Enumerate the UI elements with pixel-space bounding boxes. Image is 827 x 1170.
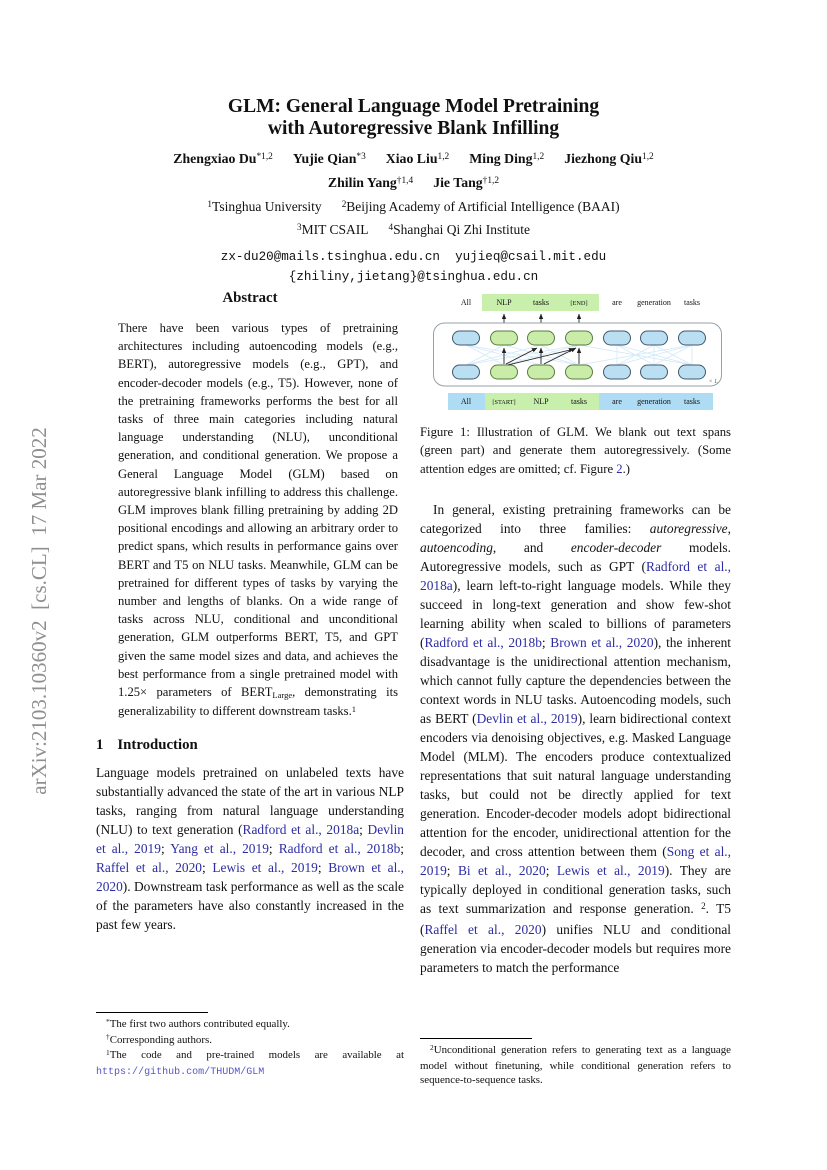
hidden-pill (641, 331, 668, 345)
text-segment: Shanghai Qi Zhi Institute (393, 222, 530, 237)
generation-arrows (504, 314, 579, 323)
text-segment: ; (446, 862, 458, 878)
hidden-pill (528, 365, 555, 379)
text-segment: Unconditional generation refers to generating text as a language model without finetuning, while conditional generation refers to sequence-to-sequence tasks. (420, 1044, 731, 1086)
text-segment: * (106, 1016, 110, 1026)
text-segment: MIT CSAIL (301, 222, 369, 237)
email-line-2: {zhiliny,jietang}@tsinghua.edu.cn (288, 269, 539, 284)
hidden-pill (528, 331, 555, 345)
token-label: NLP (496, 298, 512, 307)
citation-link[interactable]: Lewis et al., 2019 (212, 860, 318, 876)
left-column (96, 290, 404, 934)
citation-link[interactable]: Radford et al., 2018b (424, 634, 542, 650)
citation-link[interactable]: Radford et al., 2018a (420, 558, 731, 593)
citation-link[interactable]: Raffel et al., 2020 (424, 921, 542, 937)
hidden-pill (491, 365, 518, 379)
text-segment: ; (201, 860, 213, 876)
section-title: Introduction (117, 737, 198, 754)
text-segment: ), learn left-to-right language models. While they succeed in long-text generation and show few-shot learning ability when scaled to billions of parameters ( (420, 577, 731, 650)
text-segment: Large (272, 690, 293, 701)
citation-link[interactable]: Brown et al., 2020 (550, 634, 654, 650)
email-line-1: zx-du20@mails.tsinghua.edu.cn yujieq@csail.mit.edu (220, 250, 607, 264)
author-row-2 (60, 172, 767, 196)
text-segment: 3 (297, 222, 302, 233)
text-segment: *1,2 (256, 152, 273, 163)
hidden-pill (453, 365, 480, 379)
footnote-unconditional-generation (420, 1043, 731, 1088)
footnote-rule (96, 1012, 208, 1013)
citation-link[interactable]: Song et al., 2019 (420, 843, 731, 878)
token-label: NLP (533, 397, 549, 406)
token-label: tasks (684, 298, 700, 307)
text-segment: 1,2 (437, 152, 450, 163)
footnote-rule (420, 1038, 532, 1039)
citation-link[interactable]: Bi et al., 2020 (457, 862, 546, 878)
section-number: 1 (96, 737, 104, 754)
hidden-pill (641, 365, 668, 379)
text-segment: Tsinghua University (212, 199, 322, 214)
token-label: [START] (492, 399, 516, 406)
text-segment: *3 (356, 152, 366, 163)
text-segment: ; (359, 822, 368, 838)
text-segment: 1 (106, 1047, 110, 1057)
text-segment: ), learn bidirectional context encoders via denoising objectives, e.g. Masked Language Model (MLM). The encoders produce contextualized representations that suit natural language understanding tasks, but could not be directly applied for text generation. Encoder-decoder models adopt bidirectional attention for the encoder, unidirectional attention for the decoder, and cross attention between them ( (420, 710, 732, 859)
text-segment: 1 (351, 703, 357, 714)
hidden-pill (453, 331, 480, 345)
token-label: All (460, 397, 472, 406)
text-segment: Xiao Liu (385, 151, 438, 166)
text-segment: ; (160, 841, 171, 857)
output-token-row (461, 298, 700, 307)
text-segment: 2 (341, 199, 347, 210)
citation-link[interactable]: Radford et al., 2018a (242, 822, 360, 838)
text-segment: Ming Ding (469, 151, 533, 166)
text-segment: Zhengxiao Du (173, 151, 257, 166)
token-label: All (460, 298, 472, 307)
text-segment: 1 (207, 199, 213, 210)
text-segment: 1,2 (642, 152, 654, 163)
hidden-pill (566, 365, 593, 379)
text-segment: 2 (701, 901, 706, 912)
citation-link[interactable]: Yang et al., 2019 (170, 841, 269, 857)
token-label: [END] (570, 300, 588, 307)
citation-link[interactable]: Devlin et al., 2019 (96, 822, 404, 857)
citation-link[interactable]: 2 (616, 461, 623, 476)
input-token-row (461, 397, 700, 406)
text-segment: The code and pre-trained models are available at (109, 1049, 404, 1061)
text-segment: ) unifies NLU and conditional generation via encoder-decoder models but requires more parameters to match the performance (420, 921, 731, 975)
text-segment: , demonstrating its generalizability to different downstream tasks. (118, 685, 398, 719)
text-segment: In general, existing pretraining frameworks can be categorized into three families: (420, 501, 731, 536)
right-column (420, 292, 731, 977)
text-segment: Jie Tang (433, 175, 483, 190)
text-segment: Corresponding authors. (109, 1033, 212, 1046)
citation-link[interactable]: Devlin et al., 2019 (476, 710, 578, 726)
text-segment: 2 (430, 1042, 434, 1052)
hidden-pill (604, 331, 631, 345)
layers-label: × L (708, 378, 718, 385)
hidden-pill (604, 365, 631, 379)
hidden-pill (679, 365, 706, 379)
text-segment: , and (492, 539, 571, 555)
text-segment: ; (268, 841, 279, 857)
text-segment: ; (317, 860, 329, 876)
arxiv-watermark: arXiv:2103.10360v2 [cs.CL] 17 Mar 2022 (27, 427, 51, 795)
text-segment: models. Autoregressive models, such as GPT ( (420, 539, 731, 574)
citation-link[interactable]: Brown et al., 2020 (96, 860, 404, 895)
affiliation-row-1 (60, 196, 767, 219)
section-heading-introduction (96, 737, 404, 754)
text-segment: Beijing Academy of Artificial Intelligence (BAAI) (346, 199, 620, 214)
text-segment: The first two authors contributed equally. (109, 1018, 290, 1030)
text-segment: ), the inherent disadvantage is the unidirectional attention mechanism, which cannot fully capture the dependencies between the context words in NLU tasks. Autoencoding models, such as BERT ( (420, 634, 731, 726)
citation-link[interactable]: Raffel et al., 2020 (96, 860, 202, 876)
text-segment: autoencoding (420, 539, 493, 555)
text-segment: 1,2 (532, 152, 545, 163)
text-segment: Jiezhong Qiu (564, 151, 643, 166)
intro-paragraph (96, 763, 404, 934)
text-segment: Language models pretrained on unlabeled texts have substantially advanced the state of the art in various NLP tasks, ranging from natural language understanding (NLU) to text generation ( (96, 765, 404, 838)
footnote-code-link (96, 1048, 404, 1080)
affiliation-row-2 (60, 219, 767, 242)
text-segment: .) (622, 461, 630, 476)
text-segment: †1,2 (482, 176, 500, 187)
text-segment: Zhilin Yang (327, 175, 397, 190)
paper-title-line2: with Autoregressive Blank Infilling (267, 118, 560, 139)
text-segment: ; (545, 862, 557, 878)
token-label: generation (637, 298, 671, 307)
token-label: are (612, 298, 622, 307)
citation-link[interactable]: Lewis et al., 2019 (556, 862, 665, 878)
text-segment: † (106, 1032, 110, 1042)
figure-1-caption (420, 423, 731, 478)
hidden-pill (566, 331, 593, 345)
email-block (60, 248, 767, 287)
right-column-paragraph (420, 500, 731, 977)
text-segment: †1,4 (396, 176, 414, 187)
footnote-corresponding (96, 1033, 404, 1049)
token-label: are (612, 397, 622, 406)
footnotes-right (420, 1038, 731, 1088)
author-row-1 (60, 148, 767, 172)
text-segment: ; (400, 841, 405, 857)
abstract-heading: Abstract (222, 290, 278, 306)
glm-illustration (420, 292, 731, 414)
token-label: tasks (571, 397, 587, 406)
text-segment: ; (541, 634, 551, 650)
hidden-pill (491, 331, 518, 345)
abstract-body (96, 319, 404, 721)
text-segment: ). They are typically deployed in conditional generation tasks, such as text summarization and response generation. (420, 862, 731, 916)
hidden-pill (679, 331, 706, 345)
token-label: tasks (533, 298, 549, 307)
text-segment: There have been various types of pretraining architectures including autoencoding models (e.g., BERT), autoregressive models (e.g., GPT), and encoder-decoder models (e.g., T5). However, none of the pretraining frameworks performs the best for all tasks of three main categories including natural language understanding (NLU), unconditional generation, and conditional generation. We propose a General Language Model (GLM) based on autoregressive blank infilling to address this challenge. GLM improves blank filling pretraining by adding 2D positional encodings and allowing an arbitrary order to predict spans, which results in performance gains over BERT and T5 on NLU tasks. Meanwhile, GLM can be pretrained for different types of tasks by varying the number and lengths of blanks. On a wide range of tasks across NLU, conditional and unconditional generation, GLM outperforms BERT, T5, and GPT given the same model sizes and data, and achieves the best performance from a single pretrained model with 1.25× parameters of BERT (118, 321, 398, 700)
citation-link[interactable]: Radford et al., 2018b (278, 841, 401, 857)
paper-header (60, 96, 767, 287)
url-link[interactable]: https://github.com/THUDM/GLM (96, 1066, 265, 1078)
text-segment: autoregressive (649, 520, 728, 536)
text-segment: , (727, 520, 731, 536)
text-segment: ). Downstream task performance as well as the scale of the parameters have also constantly increased in the past few years. (96, 879, 404, 933)
text-segment: Figure 1: Illustration of GLM. We blank out text spans (green part) and generate them autoregressively. (Some attention edges are omitted; cf. Figure (420, 425, 731, 476)
figure-1 (420, 292, 731, 478)
text-segment: . T5 ( (420, 900, 732, 937)
footnotes-left (96, 1012, 404, 1080)
text-segment: Yujie Qian (292, 151, 357, 166)
text-segment: encoder-decoder (570, 539, 662, 555)
text-segment: 4 (388, 222, 394, 233)
footnote-equal-contribution (96, 1017, 404, 1033)
paper-title-line1: GLM: General Language Model Pretraining (227, 96, 600, 117)
token-label: tasks (684, 397, 700, 406)
token-label: generation (637, 397, 671, 406)
